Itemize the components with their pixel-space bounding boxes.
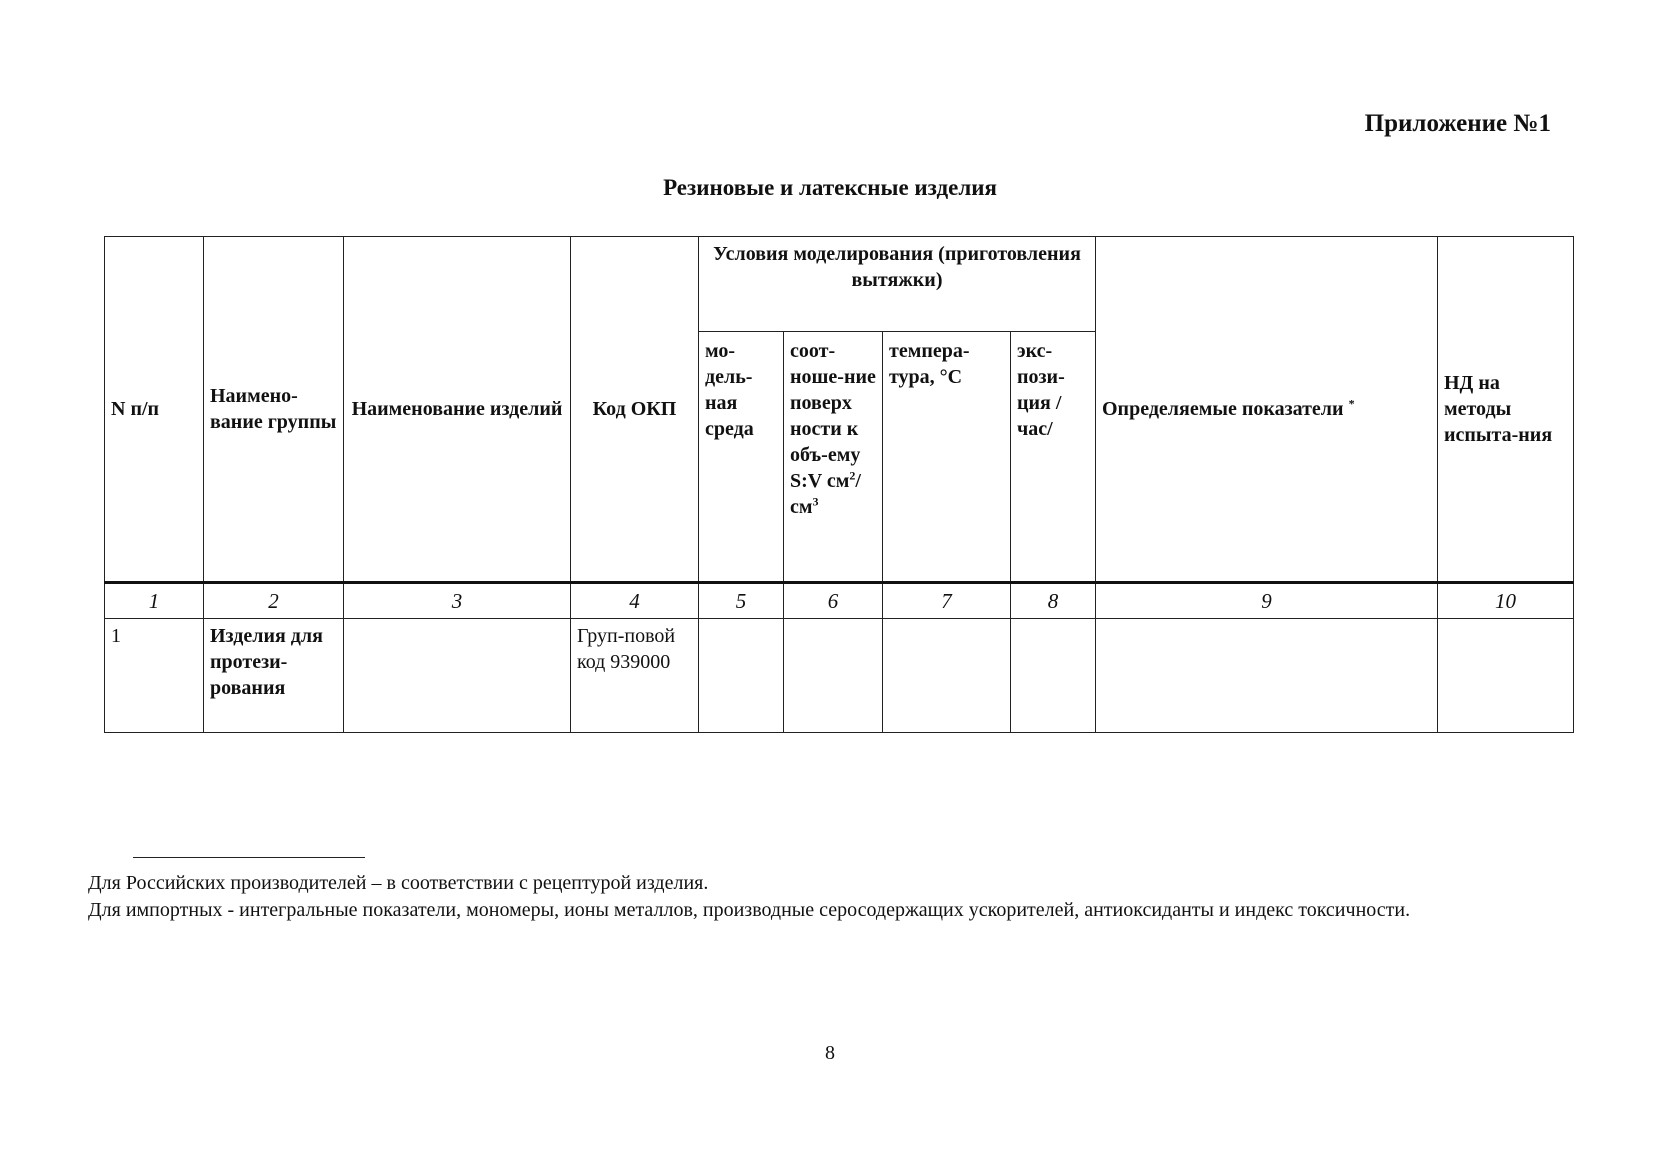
header-product-name: Наименование изделий	[344, 237, 571, 583]
footnote-imported: Для импортных - интегральные показатели, мономеры, ионы металлов, производные серосодержащих ускорителей, антиоксиданты и индекс токсичности.	[88, 899, 1411, 921]
cell-medium	[699, 619, 784, 733]
cell-indicators	[1096, 619, 1438, 733]
cell-exposure	[1011, 619, 1096, 733]
column-number: 2	[204, 583, 344, 619]
column-number: 8	[1011, 583, 1096, 619]
cell-temperature	[883, 619, 1011, 733]
column-number: 1	[105, 583, 204, 619]
column-number: 4	[571, 583, 699, 619]
document-title: Резиновые и латексные изделия	[663, 175, 997, 200]
appendix-label: Приложение №1	[1364, 110, 1551, 137]
header-okp-code: Код ОКП	[571, 237, 699, 583]
ratio-sup-volume: 3	[812, 494, 819, 509]
header-group-name: Наимено-вание группы	[204, 237, 344, 583]
header-modeling-conditions: Условия моделирования (приготовления вытяжки)	[699, 237, 1096, 332]
ratio-sup-area: 2	[849, 468, 856, 483]
page-number: 8	[825, 1042, 835, 1064]
cell-test-methods	[1438, 619, 1574, 733]
column-number: 7	[883, 583, 1011, 619]
header-exposure: экс-пози-ция /час/	[1011, 332, 1096, 583]
footnote-separator	[133, 857, 365, 858]
cell-ratio	[784, 619, 883, 733]
footnote-russian: Для Российских производителей – в соответствии с рецептурой изделия.	[88, 872, 709, 894]
column-number: 9	[1096, 583, 1438, 619]
cell-okp-code: Груп-повой код 939000	[571, 619, 699, 733]
header-temperature: темпера-тура, °С	[883, 332, 1011, 583]
header-indicators	[1096, 237, 1438, 583]
column-number: 10	[1438, 583, 1574, 619]
column-number-row	[105, 583, 1574, 619]
ratio-unit-volume: /см	[790, 470, 861, 518]
column-number: 5	[699, 583, 784, 619]
column-number: 3	[344, 583, 571, 619]
header-row	[105, 237, 1574, 332]
products-table	[104, 236, 1574, 733]
header-num: N п/п	[105, 237, 204, 583]
table-row	[105, 619, 1574, 733]
header-ratio	[784, 332, 883, 583]
column-number: 6	[784, 583, 883, 619]
header-medium: мо-дель-ная среда	[699, 332, 784, 583]
cell-num: 1	[105, 619, 204, 733]
header-indicators-label: Определяемые показатели	[1102, 398, 1344, 420]
footnote-marker: *	[1348, 396, 1355, 411]
cell-group-name: Изделия для протези-рования	[204, 619, 344, 733]
header-test-methods: НД на методы испыта-ния	[1438, 237, 1574, 583]
header-ratio-label: соот-ноше-ние поверх ности к объ-ему S:V см	[790, 340, 876, 492]
cell-product-name	[344, 619, 571, 733]
